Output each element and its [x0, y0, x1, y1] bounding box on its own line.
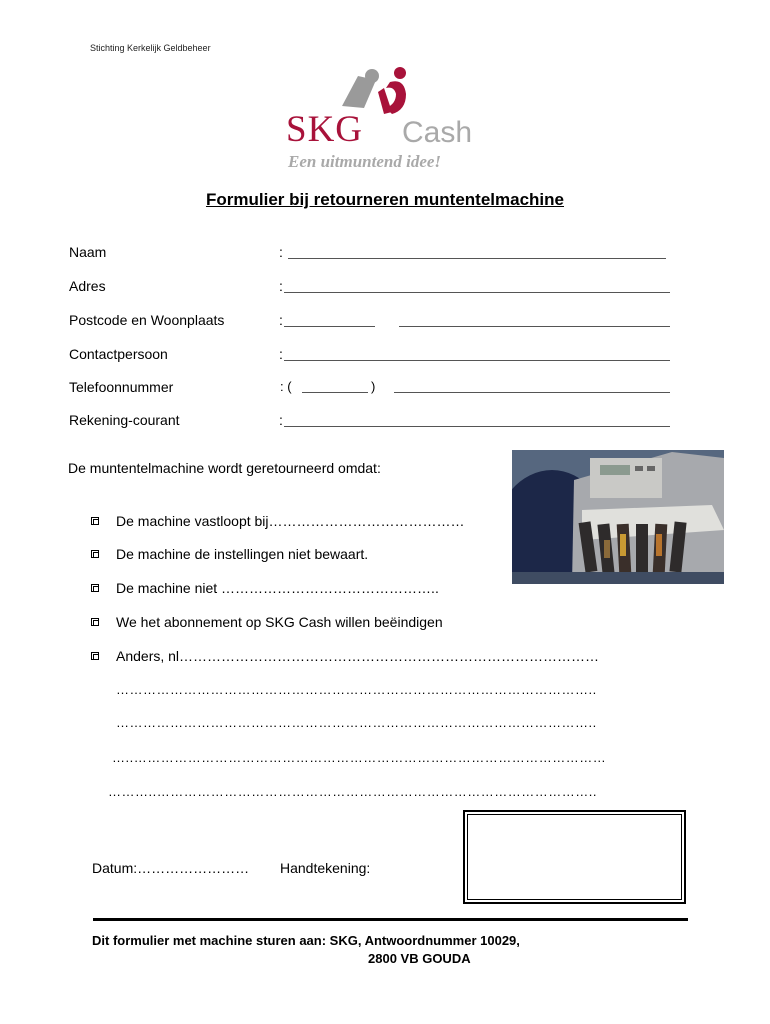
contactpersoon-input-line[interactable] — [284, 360, 670, 361]
coin-machine-photo — [512, 450, 724, 584]
adres-input-line[interactable] — [284, 292, 670, 293]
checkbox-niet[interactable] — [91, 584, 99, 592]
handtekening-label: Handtekening: — [280, 860, 371, 876]
colon-adres: : — [279, 278, 283, 294]
label-rekening: Rekening-courant — [69, 412, 180, 428]
woonplaats-input-line[interactable] — [399, 326, 670, 327]
label-naam: Naam — [69, 244, 107, 260]
logo-tagline: Een uitmuntend idee! — [288, 152, 442, 171]
datum-field[interactable]: Datum:…………………… — [92, 860, 250, 876]
checkbox-abonnement[interactable] — [91, 618, 99, 626]
label-postcode: Postcode en Woonplaats — [69, 312, 225, 328]
organization-name: Stichting Kerkelijk Geldbeheer — [90, 43, 211, 53]
colon-rekening: : — [279, 412, 283, 428]
rekening-input-line[interactable] — [284, 426, 670, 427]
footer-address-line1: Dit formulier met machine sturen aan: SKG, Antwoordnummer 10029, — [92, 933, 520, 948]
dotted-line[interactable]: …………………………………………………………………………………………….. — [116, 715, 597, 730]
reason-intro: De muntentelmachine wordt geretourneerd omdat: — [68, 460, 381, 476]
footer-address-line2: 2800 VB GOUDA — [368, 951, 471, 966]
colon-contactpersoon: : — [279, 346, 283, 362]
option-niet: De machine niet ……………………………………….. — [116, 580, 439, 596]
phone-number-input-line[interactable] — [394, 392, 670, 393]
footer-divider — [93, 918, 688, 921]
option-instellingen: De machine de instellingen niet bewaart. — [116, 546, 369, 562]
option-abonnement: We het abonnement op SKG Cash willen beëindigen — [116, 614, 443, 630]
option-anders: Anders, nl……………………………………………………………………………… — [116, 648, 600, 664]
signature-box[interactable] — [463, 810, 686, 904]
phone-open-paren: : ( — [280, 379, 292, 394]
checkbox-vastloopt[interactable] — [91, 517, 99, 525]
dotted-line[interactable]: ………..…………………………………………………………………………………….. — [108, 784, 597, 799]
postcode-input-line[interactable] — [284, 326, 375, 327]
naam-input-line[interactable] — [288, 258, 666, 259]
option-vastloopt: De machine vastloopt bij…………………………………… — [116, 513, 465, 529]
label-telefoon: Telefoonnummer — [69, 379, 174, 395]
label-adres: Adres — [69, 278, 106, 294]
checkbox-anders[interactable] — [91, 652, 99, 660]
phone-close-paren: ) — [371, 379, 376, 394]
form-title: Formulier bij retourneren muntentelmachine — [205, 190, 564, 209]
colon-naam: : — [279, 244, 283, 260]
colon-postcode: : — [279, 312, 283, 328]
dotted-line[interactable]: …..…………………………………………………………………………………………… — [112, 750, 607, 765]
dotted-line[interactable]: …………………………………………………………………………………………….. — [116, 682, 597, 697]
label-contactpersoon: Contactpersoon — [69, 346, 168, 362]
logo-cash-text: Cash — [402, 116, 473, 149]
logo-skg-text: SKG — [286, 109, 364, 150]
phone-area-input-line[interactable] — [302, 392, 368, 393]
checkbox-instellingen[interactable] — [91, 550, 99, 558]
